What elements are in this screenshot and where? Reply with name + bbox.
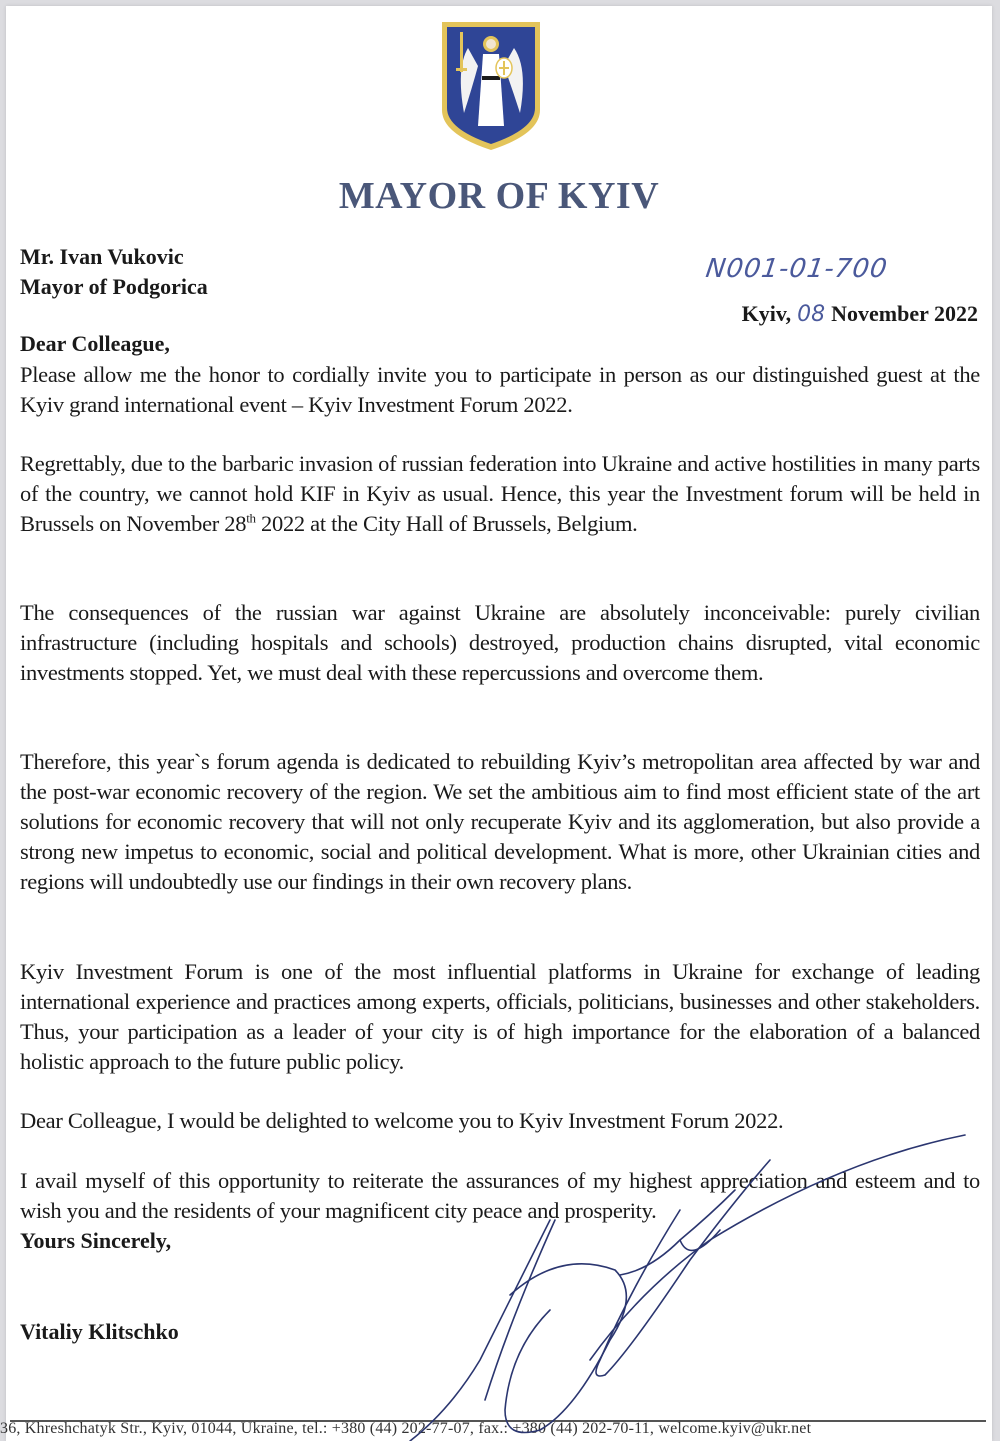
paragraph-venue-text-a: Regrettably, due to the barbaric invasion of russian federation into Ukraine and active hostilities in many parts of the country, we cannot hold KIF in Kyiv as usual. Hence, this year the Investment forum will be held in Brussels on November 28 <box>20 451 980 536</box>
kyiv-coat-of-arms-icon <box>438 18 544 154</box>
footer-contact-info: 36, Khreshchatyk Str., Kyiv, 01044, Ukraine, tel.: +380 (44) 202-77-07, fax.: +380 (44) 202-70-11, welcome.kyiv@ukr.net <box>0 1420 812 1437</box>
paragraph-consequences: The consequences of the russian war against Ukraine are absolutely inconceivable: purely civilian infrastructure (including hospitals and schools) destroyed, production chains disrupted, vital economic investments stopped. Yet, we must deal with these repercussions and overcome them. <box>20 600 980 685</box>
paragraph-assurances: I avail myself of this opportunity to reiterate the assurances of my highest appreciation and esteem and to wish you and the residents of your magnificent city peace and prosperity. <box>20 1168 980 1223</box>
letter-page <box>6 6 992 1441</box>
handwritten-date-day: 08 <box>797 302 826 327</box>
paragraph-venue <box>20 449 980 539</box>
ordinal-suffix: th <box>246 510 256 526</box>
paragraph-forum-importance: Kyiv Investment Forum is one of the most influential platforms in Ukraine for exchange of leading international experience and practices among experts, officials, politicians, businesses and other stakeholders. Thus, your participation as a leader of your city is of high importance for the elaboration of a balanced holistic approach to the future public policy. <box>20 959 980 1074</box>
salutation: Dear Colleague, <box>20 331 170 356</box>
paragraph-venue-text-b: 2022 at the City Hall of Brussels, Belgium. <box>255 511 638 536</box>
recipient-position: Mayor of Podgorica <box>20 274 208 299</box>
recipient-block <box>20 242 208 302</box>
letter-date <box>742 301 978 327</box>
handwritten-reference-number: N001-01-700 <box>703 254 890 284</box>
paragraph-agenda: Therefore, this year`s forum agenda is dedicated to rebuilding Kyiv’s metropolitan area affected by war and the post-war economic recovery of the region. We set the ambitious aim to find most efficient state of the art solutions for economic recovery that will not only recuperate Kyiv and its agglomeration, but also provide a strong new impetus to economic, social and political development. What is more, other Ukrainian cities and regions will undoubtedly use our findings in their own recovery plans. <box>20 749 980 894</box>
date-month-year: November 2022 <box>831 301 978 326</box>
recipient-name: Mr. Ivan Vukovic <box>20 244 184 269</box>
closing-phrase: Yours Sincerely, <box>20 1228 172 1253</box>
signer-name: Vitaliy Klitschko <box>20 1319 179 1344</box>
paragraph-welcome: Dear Colleague, I would be delighted to welcome you to Kyiv Investment Forum 2022. <box>20 1108 784 1133</box>
paragraph-invitation: Please allow me the honor to cordially invite you to participate in person as our distinguished guest at the Kyiv grand international event – Kyiv Investment Forum 2022. <box>20 362 980 417</box>
letterhead-title: MAYOR OF KYIV <box>338 175 660 217</box>
date-place: Kyiv, <box>741 301 792 326</box>
